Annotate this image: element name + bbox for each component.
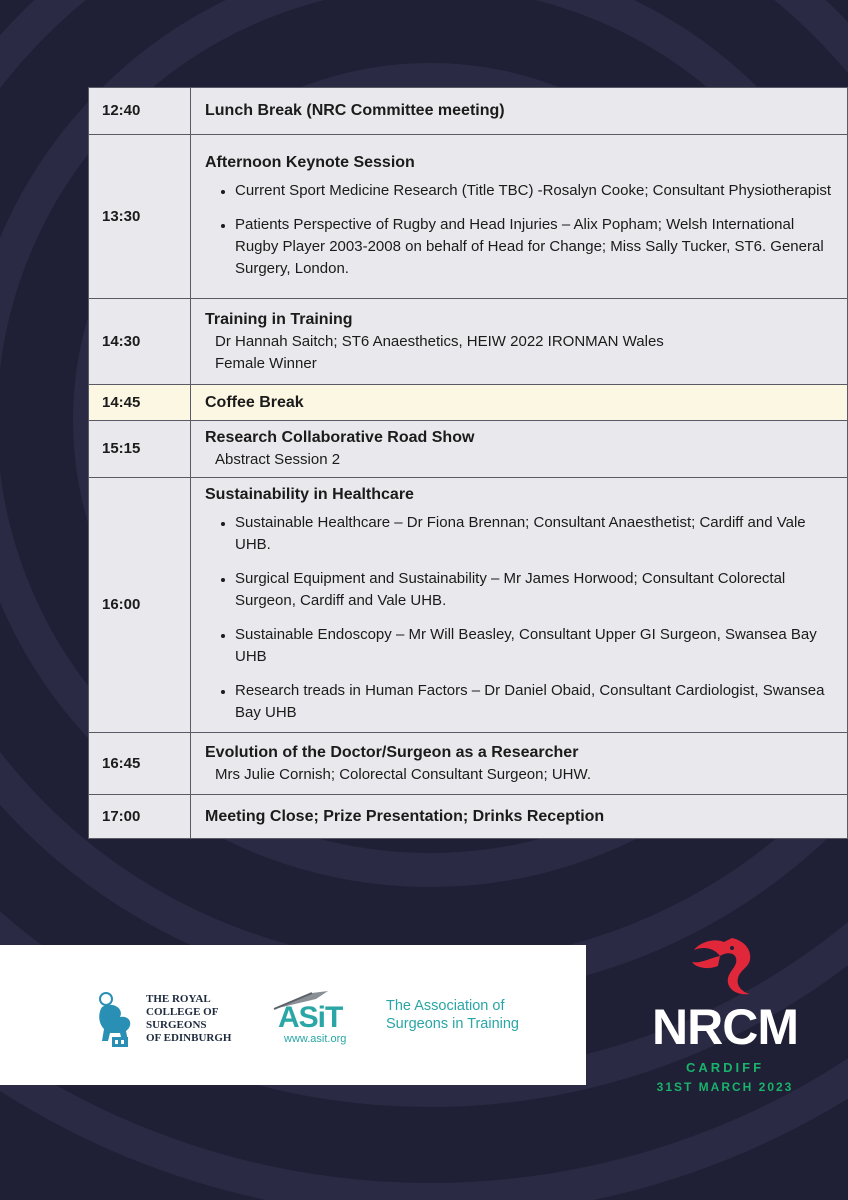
schedule-time: 15:15 bbox=[89, 421, 191, 478]
schedule-time: 16:45 bbox=[89, 733, 191, 795]
schedule-content bbox=[191, 733, 848, 795]
schedule-time: 17:00 bbox=[89, 795, 191, 839]
session-title: Meeting Close; Prize Presentation; Drinks Reception bbox=[205, 807, 605, 825]
schedule-time: 14:45 bbox=[89, 385, 191, 421]
schedule-row bbox=[89, 733, 848, 795]
session-title: Training in Training bbox=[205, 310, 353, 328]
schedule-time: 14:30 bbox=[89, 299, 191, 385]
session-title: Coffee Break bbox=[205, 393, 304, 411]
rcs-name-line: SURGEONS bbox=[146, 1019, 207, 1031]
nrcm-date: 31ST MARCH 2023 bbox=[656, 1080, 794, 1094]
session-title: Research Collaborative Road Show bbox=[205, 429, 475, 446]
schedule-content bbox=[191, 88, 848, 135]
schedule-content bbox=[191, 795, 848, 839]
session-speaker: Abstract Session 2 bbox=[215, 451, 341, 468]
schedule-table bbox=[88, 87, 848, 839]
nrcm-city: CARDIFF bbox=[685, 1060, 765, 1075]
asit-tagline bbox=[386, 997, 546, 1033]
session-title: Evolution of the Doctor/Surgeon as a Researcher bbox=[205, 743, 579, 761]
session-talk-list bbox=[205, 512, 833, 724]
schedule-content bbox=[191, 421, 848, 478]
rcs-name-line: THE ROYAL bbox=[146, 993, 211, 1005]
sponsor-logo-panel bbox=[0, 945, 586, 1085]
session-talk-item: • Sustainable Endoscopy – Mr Will Beasley, Consultant Upper GI Surgeon, Swansea Bay UHB bbox=[235, 624, 833, 668]
dragon-icon bbox=[680, 934, 760, 998]
schedule-row bbox=[89, 478, 848, 733]
schedule-row bbox=[89, 421, 848, 478]
rcs-name-line: COLLEGE OF bbox=[146, 1006, 219, 1018]
asit-wordmark: ASiT bbox=[278, 1001, 343, 1034]
schedule-row bbox=[89, 385, 848, 421]
schedule-content bbox=[191, 135, 848, 299]
nrcm-title: NRCM bbox=[652, 999, 798, 1055]
schedule-content bbox=[191, 385, 848, 421]
session-title: Afternoon Keynote Session bbox=[205, 153, 415, 171]
schedule-content bbox=[191, 299, 848, 385]
schedule-row bbox=[89, 795, 848, 839]
schedule-time: 16:00 bbox=[89, 478, 191, 733]
schedule-row bbox=[89, 299, 848, 385]
asit-tagline-line: The Association of bbox=[386, 998, 505, 1014]
session-speaker: Dr Hannah Saitch; ST6 Anaesthetics, HEIW 2022 IRONMAN Wales Female Winner bbox=[215, 332, 664, 372]
session-talk-list bbox=[205, 180, 833, 280]
session-talk-item: • Patients Perspective of Rugby and Head Injuries – Alix Popham; Welsh International Rugby Player 2003-2008 on behalf of Head for Change; Miss Sally Tucker, ST6. General Surgery, London. bbox=[235, 214, 833, 280]
session-talk-item: • Current Sport Medicine Research (Title TBC) -Rosalyn Cooke; Consultant Physiotherapist bbox=[235, 180, 833, 202]
session-title: Sustainability in Healthcare bbox=[205, 486, 414, 503]
rcs-name-line: OF EDINBURGH bbox=[146, 1032, 232, 1044]
asit-tagline-line: Surgeons in Training bbox=[386, 1016, 519, 1032]
rcs-edinburgh-logo bbox=[94, 991, 232, 1054]
session-talk-item: • Research treads in Human Factors – Dr Daniel Obaid, Consultant Cardiologist, Swansea Bay UHB bbox=[235, 680, 833, 724]
schedule-row bbox=[89, 88, 848, 135]
session-talk-item: • Surgical Equipment and Sustainability – Mr James Horwood; Consultant Colorectal Surgeon, Cardiff and Vale UHB. bbox=[235, 568, 833, 612]
session-speaker: Mrs Julie Cornish; Colorectal Consultant Surgeon; UHW. bbox=[215, 765, 591, 783]
schedule-time: 12:40 bbox=[89, 88, 191, 135]
rcs-name bbox=[146, 993, 256, 1045]
schedule-content bbox=[191, 478, 848, 733]
rcs-crest-icon bbox=[94, 991, 140, 1049]
schedule-row bbox=[89, 135, 848, 299]
session-talk-item: • Sustainable Healthcare – Dr Fiona Brennan; Consultant Anaesthetist; Cardiff and Vale UHB. bbox=[235, 512, 833, 556]
session-title: Lunch Break (NRC Committee meeting) bbox=[205, 102, 505, 119]
schedule-time: 13:30 bbox=[89, 135, 191, 299]
asit-url: www.asit.org bbox=[284, 1033, 347, 1045]
